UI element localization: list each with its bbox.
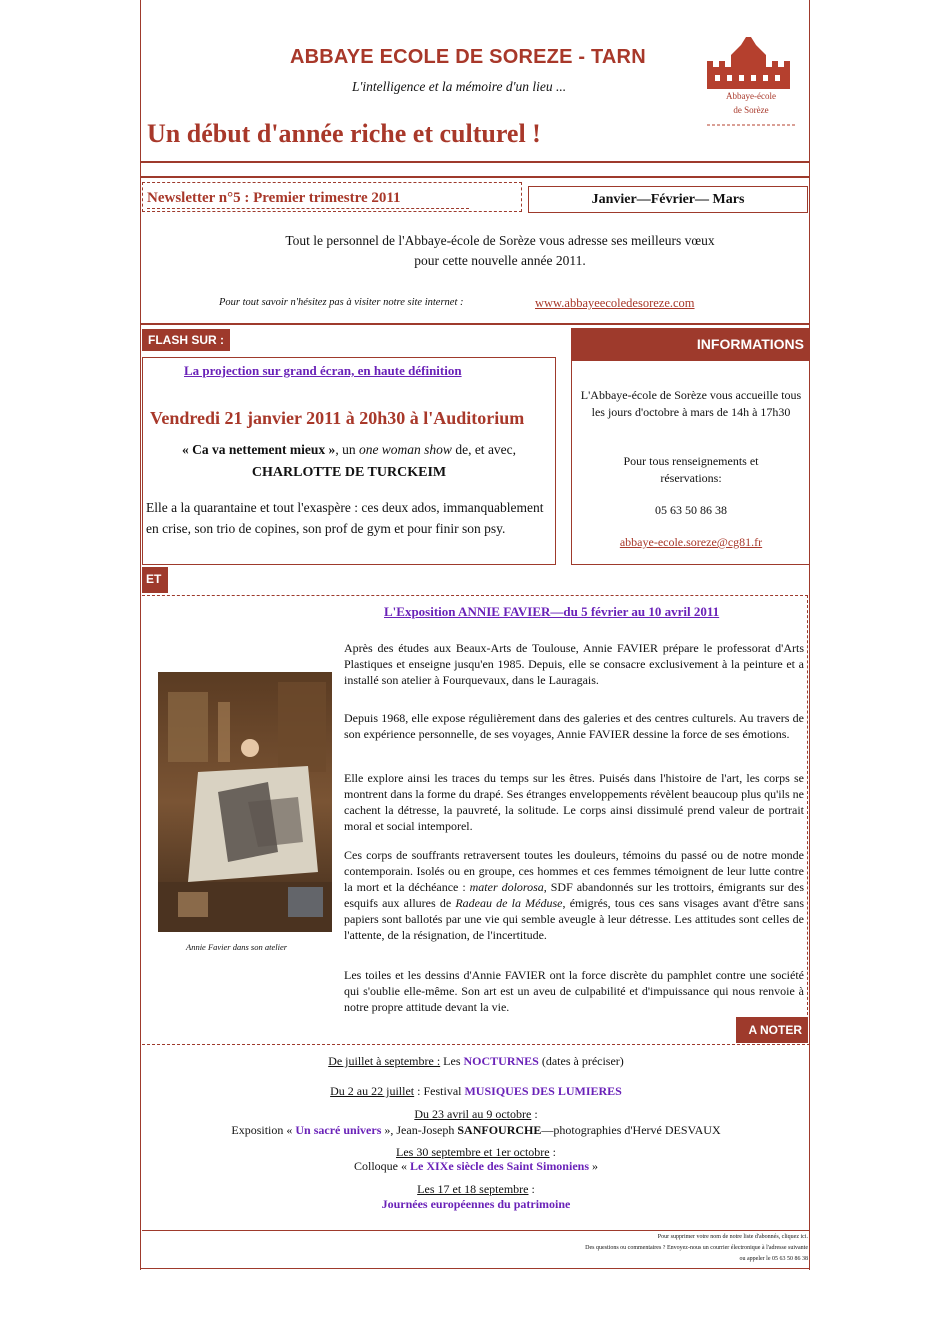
header-divider (140, 161, 810, 163)
expo-paragraph-5: Les toiles et les dessins d'Annie FAVIER ont la force discrète du pamphlet contre une société qui s'oublie elle-même. Son art est un aveu de culpabilité et d'impuissance qui nous renvoie à notre propre attitude devant la vie. (344, 968, 804, 1014)
note-2-pre: : Festival (414, 1084, 465, 1098)
show-title: « Ca va nettement mieux » (181, 442, 336, 457)
expo-title[interactable]: L'Exposition ANNIE FAVIER—du 5 février au 10 avril 2011 (384, 604, 720, 619)
info-contact: Pour tous renseignements et réservations: (623, 454, 759, 485)
expo-paragraph-1: Après des études aux Beaux-Arts de Toulouse, Annie FAVIER prépare le professorat d'Arts Plastiques et enseigne jusqu'en 1985. Depuis, elle se consacre exclusivement à la peinture et a installé son atelier à Fourquevaux, dans le Lauragais. (344, 641, 804, 687)
studio-photo-image (158, 672, 332, 932)
show-description: Elle a la quarantaine et tout l'exaspère : ces deux ados, immanquablement en crise, son trio de copines, son prof de gym et pour finir son psy. (146, 500, 544, 536)
event-date: Vendredi 21 janvier 2011 à 20h30 à l'Auditorium (150, 408, 525, 428)
p4-part-c: , SDF abandonnés sur les trottoirs, émigrants sur des esquifs aux allures de (344, 880, 805, 910)
note-colloque (142, 1158, 810, 1174)
note-4-post: » (589, 1159, 598, 1173)
note-festival (142, 1083, 810, 1099)
note-patrimoine (142, 1196, 810, 1212)
wishes-line-1: Tout le personnel de l'Abbaye-école de Sorèze vous adresse ses meilleurs vœux (285, 233, 715, 248)
page-frame-bottom (140, 1268, 810, 1269)
note-1-event: NOCTURNES (463, 1054, 539, 1068)
p4-mater-dolorosa: mater dolorosa (469, 880, 544, 894)
note-3-pre: Exposition « (231, 1123, 296, 1137)
info-tab: INFORMATIONS (571, 328, 810, 361)
brand-title: ABBAYE ECOLE DE SOREZE - TARN (290, 46, 646, 68)
note-3-after: : (531, 1107, 538, 1121)
note-1-post: (dates à préciser) (538, 1054, 624, 1068)
section-divider (140, 323, 810, 325)
note-1-pre: Les (440, 1054, 464, 1068)
p4-part-a: Ces corps de souffrants retraversent toutes les douleurs, témoins du passé ou de notre monde contemporain. Isolés ou en groupe, ces hommes et ces femmes témoignent de leur lutte contre la mort et la déchéance : (344, 848, 804, 894)
note-3-mid: », Jean-Joseph (381, 1123, 458, 1137)
newsletter-underline (147, 208, 469, 209)
logo-line-2: de Sorèze (733, 105, 769, 115)
note-2-event: MUSIQUES DES LUMIERES (464, 1084, 622, 1098)
abbaye-logo (705, 31, 797, 129)
header-divider-2 (140, 176, 810, 178)
expo-paragraph-2: Depuis 1968, elle expose régulièrement dans des galeries et des centres culturels. Au travers de son expérience personnelle, de ses voyages, Annie FAVIER dessine la force de ses émotions. (344, 711, 804, 741)
note-4-after: : (549, 1145, 556, 1159)
call-text: ou appeler le 05 63 50 86 38 (739, 1256, 808, 1262)
tagline: L'intelligence et la mémoire d'un lieu ... (352, 79, 567, 94)
show-mid: , un (335, 442, 359, 457)
show-line (144, 442, 554, 458)
note-5-event: Journées européennes du patrimoine (381, 1197, 571, 1211)
info-hours: L'Abbaye-école de Sorèze vous accueille tous les jours d'octobre à mars de 14h à 17h30 (580, 388, 802, 419)
wishes-line-2: pour cette nouvelle année 2011. (414, 253, 586, 268)
show-end: de, et avec, (451, 442, 517, 457)
artist-photo (158, 672, 332, 932)
note-2-date: Du 2 au 22 juillet (330, 1084, 415, 1098)
note-3-name: SANFOURCHE (457, 1123, 542, 1137)
unsubscribe-text[interactable]: Pour supprimer votre nom de notre liste d'abonnés, cliquez ici. (657, 1234, 808, 1240)
note-expo-date (142, 1106, 810, 1122)
projection-link[interactable]: La projection sur grand écran, en haute définition (184, 363, 462, 378)
note-3-event: Un sacré univers (295, 1123, 382, 1137)
note-nocturnes (142, 1053, 810, 1069)
visit-text: Pour tout savoir n'hésitez pas à visiter notre site internet : (219, 297, 464, 308)
anoter-tab: A NOTER (736, 1017, 808, 1043)
p4-radeau: Radeau de la Méduse (455, 896, 563, 910)
expo-paragraph-4 (344, 847, 804, 943)
show-format: one woman show (358, 442, 452, 457)
note-5-date: Les 17 et 18 septembre (417, 1182, 529, 1196)
info-email-link[interactable]: abbaye-ecole.soreze@cg81.fr (619, 535, 763, 549)
months-label: Janvier—Février— Mars (591, 192, 745, 207)
new-year-wishes (200, 231, 800, 271)
flash-tab: FLASH SUR : (142, 329, 230, 351)
headline: Un début d'année riche et culturel ! (147, 119, 541, 148)
p4-part-e: , émigrés, tous ces sans visages avant d'être sans papiers sont ballotés par une vie qui semble aveugle à leur détresse. Les attitudes sont celles de l'attente, de la résignation, de l'incertitude. (344, 896, 805, 942)
note-patrimoine-date (142, 1181, 810, 1197)
newsletter-title: Newsletter n°5 : Premier trimestre 2011 (147, 190, 401, 206)
note-4-pre: Colloque « (353, 1159, 410, 1173)
anoter-divider (142, 1044, 810, 1045)
note-3-date: Du 23 avril au 9 octobre (414, 1107, 532, 1121)
et-tab: ET (142, 567, 168, 593)
website-link[interactable]: www.abbayeecoledesoreze.com (535, 296, 695, 310)
artist-name: CHARLOTTE DE TURCKEIM (251, 465, 447, 480)
note-1-date: De juillet à septembre : (328, 1054, 441, 1068)
logo-line-1: Abbaye-école (726, 91, 776, 101)
note-5-after: : (528, 1182, 535, 1196)
footer-divider (142, 1230, 810, 1231)
note-expo (142, 1122, 810, 1138)
expo-paragraph-3: Elle explore ainsi les traces du temps sur les êtres. Puisés dans l'histoire de l'art, les corps se montrent dans la forme du drapé. Ses étranges enveloppements révèlent beaucoup plus qu'ils ne cachent la détresse, la pauvreté, la solitude. Le corps ainsi dissimulé prend valeur de portrait moral et social intemporel. (344, 771, 804, 833)
questions-text[interactable]: Des questions ou commentaires ? Envoyez-nous un courrier électronique à l'adresse suivante (585, 1245, 808, 1251)
note-4-event: Le XIXe siècle des Saint Simoniens (409, 1159, 589, 1173)
photo-caption: Annie Favier dans son atelier (186, 942, 288, 952)
note-3-post: —photographies d'Hervé DESVAUX (541, 1123, 721, 1137)
note-4-date: Les 30 septembre et 1er octobre (396, 1145, 550, 1159)
info-phone: 05 63 50 86 38 (655, 503, 727, 517)
info-box (571, 328, 810, 565)
